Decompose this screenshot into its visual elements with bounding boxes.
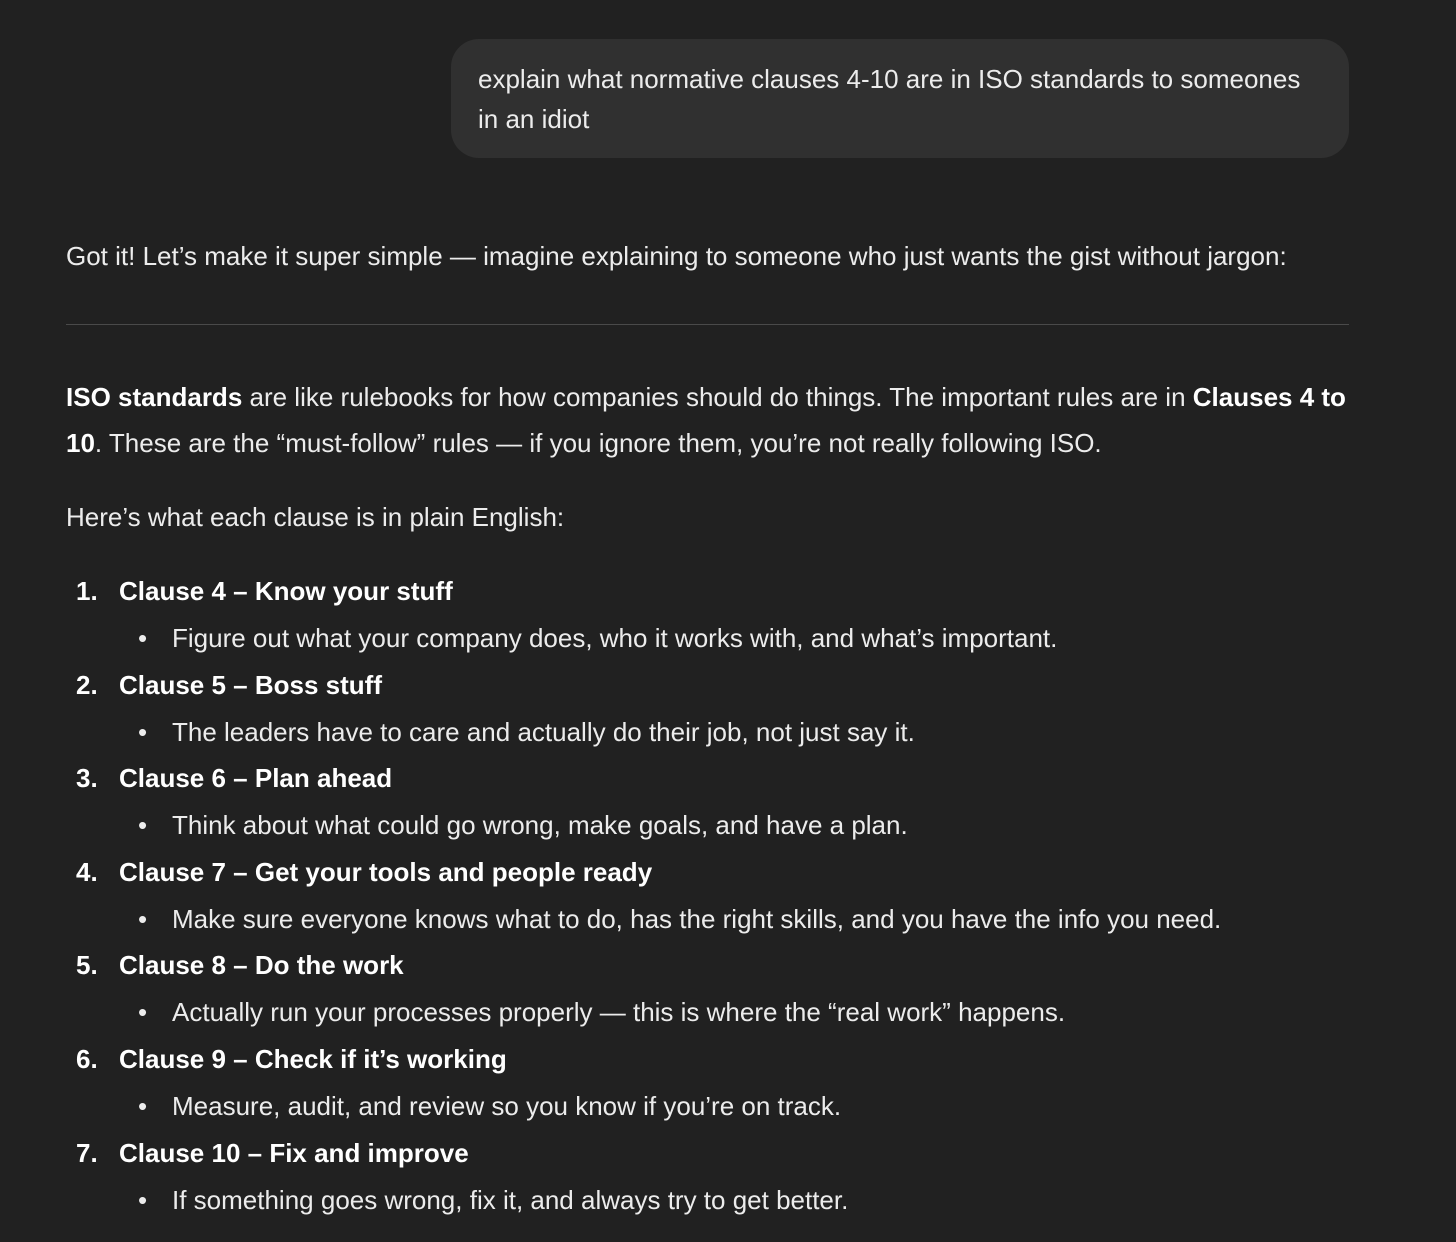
paragraph-text: . These are the “must-follow” rules — if you ignore them, you’re not really following ISO. [94, 428, 1102, 458]
divider [66, 324, 1349, 325]
clause-title: Clause 10 – Fix and improve [119, 1138, 469, 1168]
reply-paragraph-list-intro: Here’s what each clause is in plain English: [66, 502, 565, 532]
bullet-icon: • [138, 717, 148, 747]
clause-detail: The leaders have to care and actually do their job, not just say it. [172, 717, 915, 747]
clause-title: Clause 5 – Boss stuff [119, 670, 382, 700]
clause-title: Clause 6 – Plan ahead [119, 763, 393, 793]
clauses-bold: Clauses 4 to 10 [66, 382, 1346, 458]
clause-detail: Actually run your processes properly — this is where the “real work” happens. [172, 997, 1066, 1027]
bullet-icon: • [138, 1185, 148, 1215]
list-subitem [138, 712, 915, 752]
user-message-text: explain what normative clauses 4-10 are in ISO standards to someones in an idiot [478, 64, 1301, 134]
clause-detail: Make sure everyone knows what to do, has the right skills, and you have the info you need. [172, 904, 1222, 934]
list-number: 6. [76, 1044, 98, 1074]
list-subitem [138, 899, 1221, 939]
list-number: 7. [76, 1138, 98, 1168]
bullet-icon: • [138, 1091, 148, 1121]
list-item [76, 945, 404, 985]
clause-detail: Figure out what your company does, who it works with, and what’s important. [172, 623, 1058, 653]
list-subitem [138, 1086, 841, 1126]
list-item [76, 571, 453, 611]
clause-detail: Think about what could go wrong, make goals, and have a plan. [172, 810, 908, 840]
list-number: 3. [76, 763, 98, 793]
list-number: 2. [76, 670, 98, 700]
user-message-bubble [451, 39, 1349, 158]
list-number: 1. [76, 576, 98, 606]
clause-detail: Measure, audit, and review so you know if you’re on track. [172, 1091, 842, 1121]
list-item [76, 665, 382, 705]
list-item [76, 758, 392, 798]
list-number: 5. [76, 950, 98, 980]
bullet-icon: • [138, 810, 148, 840]
clause-detail: If something goes wrong, fix it, and always try to get better. [172, 1185, 849, 1215]
bullet-icon: • [138, 904, 148, 934]
reply-intro: Got it! Let’s make it super simple — imagine explaining to someone who just wants the gist without jargon: [66, 241, 1287, 271]
bullet-icon: • [138, 997, 148, 1027]
list-item [76, 1039, 507, 1079]
list-subitem [138, 618, 1057, 658]
reply-paragraph-iso [66, 374, 1366, 466]
bullet-icon: • [138, 623, 148, 653]
clause-title: Clause 8 – Do the work [119, 950, 404, 980]
list-number: 4. [76, 857, 98, 887]
list-subitem [138, 992, 1065, 1032]
paragraph-text: are like rulebooks for how companies should do things. The important rules are in [242, 382, 1193, 412]
clause-title: Clause 4 – Know your stuff [119, 576, 453, 606]
clause-title: Clause 7 – Get your tools and people ready [119, 857, 653, 887]
list-item [76, 1133, 469, 1173]
iso-standards-bold: ISO standards [66, 382, 243, 412]
list-item [76, 852, 652, 892]
list-subitem [138, 805, 908, 845]
clause-title: Clause 9 – Check if it’s working [119, 1044, 507, 1074]
list-subitem [138, 1180, 848, 1220]
